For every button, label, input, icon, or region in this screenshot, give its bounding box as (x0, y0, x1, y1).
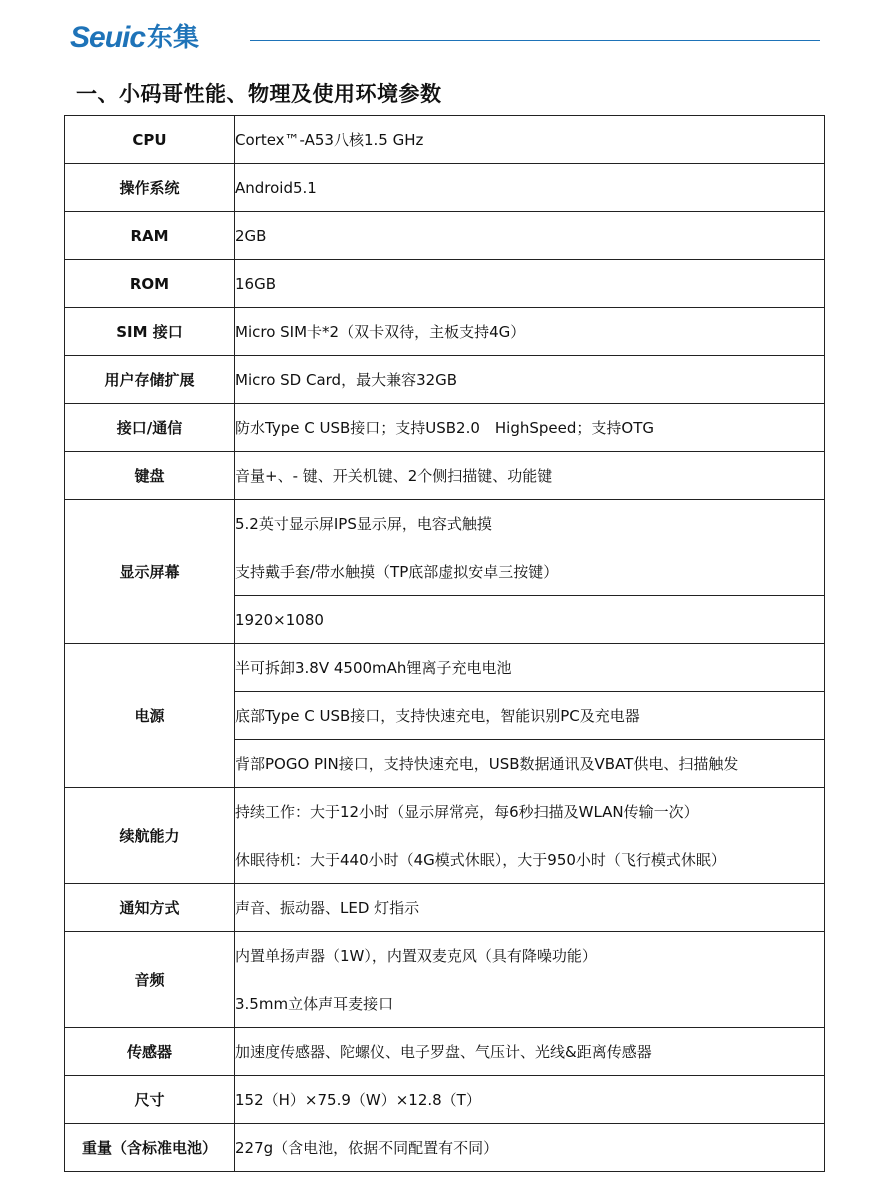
spec-label: RAM (65, 212, 235, 260)
spec-value-line: 5.2英寸显示屏IPS显示屏，电容式触摸 (235, 514, 492, 533)
spec-value (235, 932, 825, 1028)
seuic-logo (70, 20, 199, 56)
section-title: 一、小码哥性能、物理及使用环境参数 (76, 82, 442, 106)
spec-row-os (65, 164, 825, 212)
spec-value: Micro SD Card，最大兼容32GB (235, 356, 825, 404)
spec-value: 2GB (235, 212, 825, 260)
spec-label: 续航能力 (65, 788, 235, 884)
header-divider (250, 40, 820, 41)
spec-value: 加速度传感器、陀螺仪、电子罗盘、气压计、光线&距离传感器 (235, 1028, 825, 1076)
spec-value-line: 休眠待机：大于440小时（4G模式休眠），大于950小时（飞行模式休眠） (235, 850, 726, 869)
spec-value: Cortex™-A53八核1.5 GHz (235, 116, 825, 164)
spec-label: 通知方式 (65, 884, 235, 932)
logo-wordmark: Seuic (70, 21, 146, 54)
spec-value: 声音、振动器、LED 灯指示 (235, 884, 825, 932)
spec-label: 用户存储扩展 (65, 356, 235, 404)
spec-value: Android5.1 (235, 164, 825, 212)
spec-label: 音频 (65, 932, 235, 1028)
logo-chinese-name: 东集 (147, 23, 200, 53)
spec-label: 尺寸 (65, 1076, 235, 1124)
page-header (70, 18, 830, 58)
spec-label: 重量（含标准电池） (65, 1124, 235, 1172)
spec-row-rom (65, 260, 825, 308)
spec-value: 1920×1080 (235, 596, 825, 644)
spec-label: 传感器 (65, 1028, 235, 1076)
spec-value: 音量+、- 键、开关机键、2个侧扫描键、功能键 (235, 452, 825, 500)
spec-value-line: 持续工作：大于12小时（显示屏常亮，每6秒扫描及WLAN传输一次） (235, 802, 699, 821)
spec-label: 显示屏幕 (65, 500, 235, 644)
spec-label: SIM 接口 (65, 308, 235, 356)
spec-row-power (65, 644, 825, 692)
spec-row-ram (65, 212, 825, 260)
spec-value-line: 内置单扬声器（1W），内置双麦克风（具有降噪功能） (235, 946, 597, 965)
spec-value-line: 3.5mm立体声耳麦接口 (235, 994, 394, 1013)
spec-label: CPU (65, 116, 235, 164)
spec-row-weight (65, 1124, 825, 1172)
spec-value: 底部Type C USB接口，支持快速充电，智能识别PC及充电器 (235, 692, 825, 740)
spec-table (64, 115, 825, 1172)
spec-row-interface (65, 404, 825, 452)
spec-value-line: 支持戴手套/带水触摸（TP底部虚拟安卓三按键） (235, 562, 559, 581)
spec-row-cpu (65, 116, 825, 164)
spec-value: 半可拆卸3.8V 4500mAh锂离子充电电池 (235, 644, 825, 692)
spec-row-notification (65, 884, 825, 932)
spec-label: 操作系统 (65, 164, 235, 212)
spec-row-storage (65, 356, 825, 404)
spec-row-sensors (65, 1028, 825, 1076)
spec-row-dimensions (65, 1076, 825, 1124)
spec-label: 键盘 (65, 452, 235, 500)
spec-value: Micro SIM卡*2（双卡双待，主板支持4G） (235, 308, 825, 356)
spec-value: 152（H）×75.9（W）×12.8（T） (235, 1076, 825, 1124)
spec-row-audio (65, 932, 825, 1028)
spec-value: 227g（含电池，依据不同配置有不同） (235, 1124, 825, 1172)
spec-row-display (65, 500, 825, 596)
spec-value: 16GB (235, 260, 825, 308)
spec-label: ROM (65, 260, 235, 308)
spec-label: 电源 (65, 644, 235, 788)
spec-row-battery-life (65, 788, 825, 884)
spec-row-sim (65, 308, 825, 356)
spec-row-keyboard (65, 452, 825, 500)
spec-label: 接口/通信 (65, 404, 235, 452)
spec-value (235, 500, 825, 596)
spec-value: 背部POGO PIN接口，支持快速充电，USB数据通讯及VBAT供电、扫描触发 (235, 740, 825, 788)
spec-value: 防水Type C USB接口；支持USB2.0 HighSpeed；支持OTG (235, 404, 825, 452)
spec-value (235, 788, 825, 884)
